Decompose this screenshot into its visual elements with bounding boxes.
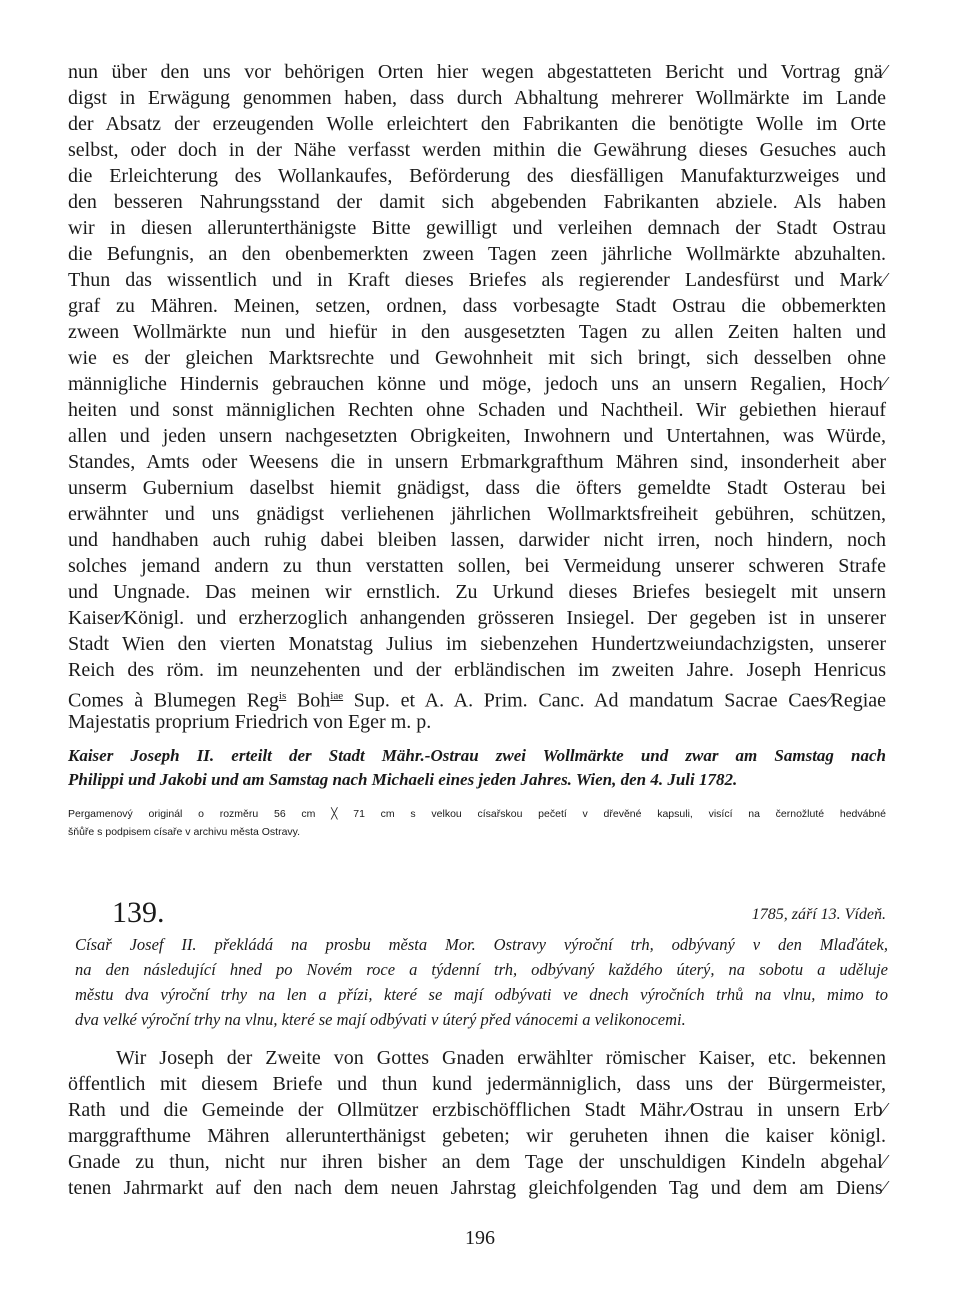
body-line: männigliche Hindernis gebrauchen könne und möge, jedoch uns an unsern Regalien, Hoch⁄: [68, 373, 886, 395]
body-line: den besseren Nahrungsstand der damit sich abgebenden Fabrikanten abziele. Als haben: [68, 191, 886, 213]
archival-note: šňůře s podpisem císaře v archivu města Ostravy.: [68, 826, 301, 838]
body-line: wir in diesen allerunterthänigste Bitte gewilligt und verleihen demnach der Stadt Ostrau: [68, 217, 886, 239]
document-caption: Philippi und Jakobi und am Samstag nach Michaeli eines jeden Jahres. Wien, den 4. Juli 1782.: [68, 770, 738, 789]
body-line: heiten und sonst männiglichen Rechten ohne Schaden und Nachtheil. Wir gebiethen hierauf: [68, 399, 886, 421]
body-line: der Absatz der erzeugenden Wolle erleichtert den Fabrikanten die benötigte Wolle im Orte: [68, 113, 886, 135]
body-line: Reich des röm. im neunzehenten und der erbländischen im zweiten Jahre. Joseph Henricus: [68, 659, 886, 681]
body-line: erwähnter und uns gnädigst verliehenen jährlichen Wollmarktsfreiheit gebühren, schützen,: [68, 503, 886, 525]
body-line: und handhaben auch ruhig dabei bleiben lassen, darwider nicht irren, noch hindern, noch: [68, 529, 886, 551]
body-line: solches jemand andern zu thun verstatten sollen, bei Vermeidung unserer schweren Strafe: [68, 555, 886, 577]
body-line: selbst, oder doch in der Nähe verfasst werden mithin die Gewährung dieses Gesuches auch: [68, 139, 886, 161]
superscript-abbreviation: is: [278, 690, 287, 702]
regest-line: na den následující hned po Novém roce a týdenní trh, odbývaný každého úterý, na sobotu a uděluje: [75, 960, 888, 979]
document-caption: Kaiser Joseph II. erteilt der Stadt Mähr.-Ostrau zwei Wollmärkte und zwar am Samstag nach: [68, 746, 886, 765]
body-line: marggrafthume Mähren allerunterthänigst gebeten; wir geruheten ihnen die kaiser königl.: [68, 1125, 886, 1147]
body-line: nun über den uns vor behörigen Orten hier wegen abgestatteten Bericht und Vortrag gnä⁄: [68, 61, 886, 83]
regest-line: dva velké výroční trhy na vlnu, které se mají odbývati v úterý před vánocemi a velikonocemi.: [75, 1010, 686, 1029]
body-line: tenen Jahrmarkt auf den nach dem neuen Jahrstag gleichfolgenden Tag und dem am Diens⁄: [68, 1177, 886, 1199]
entry-date: 1785, září 13. Vídeň.: [751, 906, 886, 923]
body-line: wie es der gleichen Marktsrechte und Gewohnheit mit sich bringt, sich desselben ohne: [68, 347, 886, 369]
body-line: zween Wollmärkte nun und hiefür in den ausgesetzten Tagen zu allen Zeiten halten und: [68, 321, 886, 343]
body-line: Kaiser⁄Königl. und erzherzoglich anhangenden grösseren Insiegel. Der gegeben ist in unserer: [68, 607, 886, 629]
body-line: öffentlich mit diesem Briefe und thun kund jedermänniglich, dass uns der Bürgermeister,: [68, 1073, 886, 1095]
body-line: Standes, Amts oder Weesens die in unsern Erbmarkgrafthum Mähren sind, insonderheit aber: [68, 451, 886, 473]
body-line: Thun das wissentlich und in Kraft dieses Briefes als regierender Landesfürst und Mark⁄: [68, 269, 886, 291]
body-line: graf zu Mähren. Meinen, setzen, ordnen, dass vorbesagte Stadt Ostrau die obbemerkten: [68, 295, 886, 317]
superscript-abbreviation: iae: [330, 690, 344, 702]
body-line: die Befungnis, an den obenbemerkten zween Tagen zeen jährliche Wollmärkte abzuhalten.: [68, 243, 886, 265]
entry-number: 139.: [112, 896, 165, 929]
body-line: Gnade zu thun, nicht nur ihren bisher an dem Tage der unschuldigen Kindeln abgehal⁄: [68, 1151, 886, 1173]
closing-line: Majestatis proprium Friedrich von Eger m. p.: [68, 711, 432, 733]
body-line: und Ungnade. Das meinen wir ernstlich. Zu Urkund dieses Briefes besiegelt mit unsern: [68, 581, 886, 603]
body-line: Wir Joseph der Zweite von Gottes Gnaden erwählter römischer Kaiser, etc. bekennen: [116, 1047, 886, 1069]
body-line: unserm Gubernium daselbst hiemit gnädigst, dass die öfters gemeldte Stadt Osterau bei: [68, 477, 886, 499]
body-line: die Erleichterung des Wollankaufes, Beförderung des diesfälligen Manufakturzweiges und: [68, 165, 886, 187]
regest-line: Císař Josef II. překládá na prosbu města Mor. Ostravy výroční trh, odbývaný v den Mlaďátek,: [75, 935, 888, 954]
body-line: Stadt Wien den vierten Monatstag Julius im siebenzehen Hundertzweiundachzigsten, unserer: [68, 633, 886, 655]
archival-note: Pergamenový originál o rozměru 56 cm ╳ 71 cm s velkou císařskou pečetí v dřevěné kapsuli, visící na černožluté hedvábné: [68, 808, 886, 820]
body-line: allen und jeden unsern nachgesetzten Obrigkeiten, Inwohnern und Untertahnen, was Würde,: [68, 425, 886, 447]
signature-text: Sup. et A. A. Prim. Canc. Ad mandatum Sacrae Caes⁄Regiae: [343, 689, 887, 712]
signature-text: Boh: [286, 689, 331, 712]
regest-line: městu dva výroční trhy na len a přízi, které se mají odbývati ve dnech výročních trhů na vlnu, mimo to: [75, 985, 888, 1004]
body-line: Rath und die Gemeinde der Ollmützer erzbischöfflichen Stadt Mähr.⁄Ostrau in unsern Erb⁄: [68, 1099, 886, 1121]
page-number: 196: [465, 1227, 495, 1249]
signature-text: Comes à Blumegen Reg: [68, 689, 279, 712]
body-line: digst in Erwägung genommen haben, dass durch Abhaltung mehrerer Wollmärkte im Lande: [68, 87, 886, 109]
